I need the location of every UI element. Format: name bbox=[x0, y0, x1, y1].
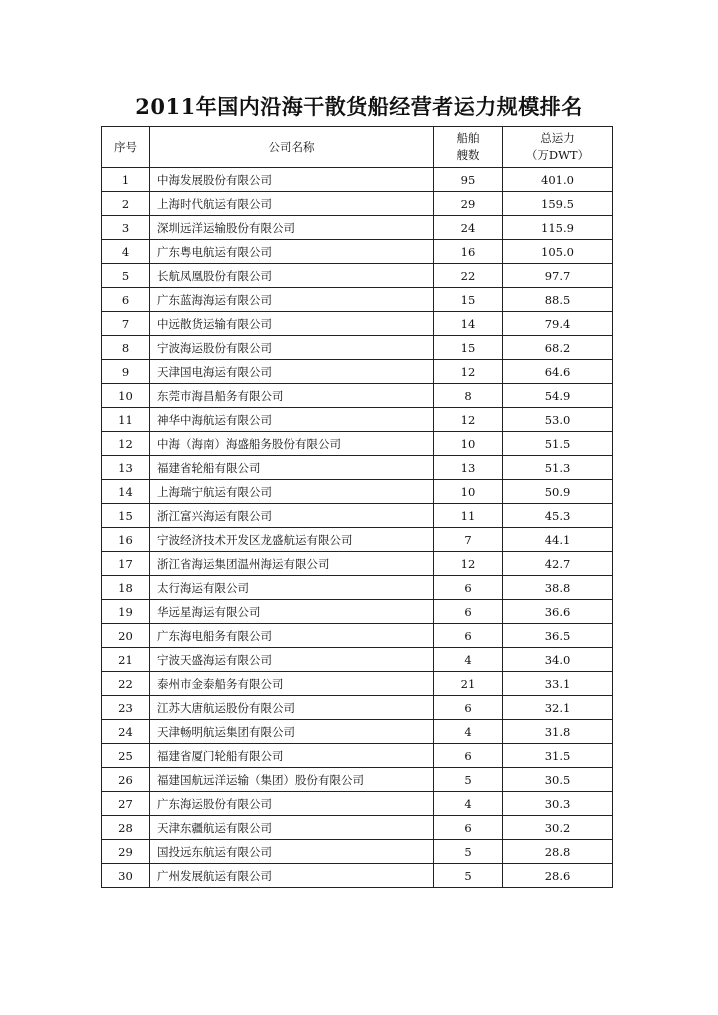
table-row bbox=[102, 264, 613, 288]
cell-ships: 16 bbox=[434, 240, 503, 264]
cell-capacity: 30.2 bbox=[503, 816, 613, 840]
table-row bbox=[102, 840, 613, 864]
cell-capacity: 30.3 bbox=[503, 792, 613, 816]
cell-company: 天津东疆航运有限公司 bbox=[150, 816, 434, 840]
cell-rank: 30 bbox=[102, 864, 150, 888]
cell-capacity: 28.8 bbox=[503, 840, 613, 864]
cell-ships: 6 bbox=[434, 624, 503, 648]
cell-ships: 6 bbox=[434, 696, 503, 720]
cell-company: 中海（海南）海盛船务股份有限公司 bbox=[150, 432, 434, 456]
cell-ships: 29 bbox=[434, 192, 503, 216]
cell-ships: 5 bbox=[434, 864, 503, 888]
table-row bbox=[102, 168, 613, 192]
cell-ships: 10 bbox=[434, 432, 503, 456]
cell-company: 深圳远洋运输股份有限公司 bbox=[150, 216, 434, 240]
table-row bbox=[102, 552, 613, 576]
cell-ships: 24 bbox=[434, 216, 503, 240]
table-row bbox=[102, 576, 613, 600]
cell-company: 广州发展航运有限公司 bbox=[150, 864, 434, 888]
cell-rank: 21 bbox=[102, 648, 150, 672]
table-row bbox=[102, 768, 613, 792]
cell-capacity: 53.0 bbox=[503, 408, 613, 432]
cell-capacity: 30.5 bbox=[503, 768, 613, 792]
cell-capacity: 33.1 bbox=[503, 672, 613, 696]
cell-rank: 8 bbox=[102, 336, 150, 360]
cell-company: 国投远东航运有限公司 bbox=[150, 840, 434, 864]
cell-ships: 5 bbox=[434, 840, 503, 864]
cell-company: 泰州市金泰船务有限公司 bbox=[150, 672, 434, 696]
table-row bbox=[102, 312, 613, 336]
cell-rank: 23 bbox=[102, 696, 150, 720]
table-row bbox=[102, 864, 613, 888]
table-row bbox=[102, 504, 613, 528]
cell-ships: 12 bbox=[434, 552, 503, 576]
table-row bbox=[102, 240, 613, 264]
cell-capacity: 45.3 bbox=[503, 504, 613, 528]
cell-rank: 29 bbox=[102, 840, 150, 864]
cell-company: 宁波天盛海运有限公司 bbox=[150, 648, 434, 672]
cell-rank: 19 bbox=[102, 600, 150, 624]
cell-rank: 14 bbox=[102, 480, 150, 504]
cell-ships: 14 bbox=[434, 312, 503, 336]
cell-capacity: 44.1 bbox=[503, 528, 613, 552]
cell-rank: 4 bbox=[102, 240, 150, 264]
table-row bbox=[102, 528, 613, 552]
cell-company: 长航凤凰股份有限公司 bbox=[150, 264, 434, 288]
cell-rank: 20 bbox=[102, 624, 150, 648]
cell-ships: 13 bbox=[434, 456, 503, 480]
table-row bbox=[102, 192, 613, 216]
cell-company: 宁波经济技术开发区龙盛航运有限公司 bbox=[150, 528, 434, 552]
cell-capacity: 115.9 bbox=[503, 216, 613, 240]
cell-capacity: 32.1 bbox=[503, 696, 613, 720]
table-row bbox=[102, 648, 613, 672]
cell-ships: 4 bbox=[434, 648, 503, 672]
cell-company: 福建省轮船有限公司 bbox=[150, 456, 434, 480]
table-row bbox=[102, 600, 613, 624]
cell-capacity: 36.5 bbox=[503, 624, 613, 648]
cell-capacity: 42.7 bbox=[503, 552, 613, 576]
ranking-table bbox=[101, 126, 613, 888]
cell-rank: 3 bbox=[102, 216, 150, 240]
cell-capacity: 36.6 bbox=[503, 600, 613, 624]
header-ships-line2: 艘数 bbox=[456, 148, 480, 162]
cell-capacity: 401.0 bbox=[503, 168, 613, 192]
cell-ships: 6 bbox=[434, 576, 503, 600]
cell-rank: 12 bbox=[102, 432, 150, 456]
cell-ships: 11 bbox=[434, 504, 503, 528]
cell-rank: 16 bbox=[102, 528, 150, 552]
cell-company: 广东蓝海海运有限公司 bbox=[150, 288, 434, 312]
table-header bbox=[102, 127, 613, 168]
cell-rank: 2 bbox=[102, 192, 150, 216]
cell-rank: 26 bbox=[102, 768, 150, 792]
cell-capacity: 159.5 bbox=[503, 192, 613, 216]
table-row bbox=[102, 216, 613, 240]
cell-ships: 4 bbox=[434, 792, 503, 816]
table-row bbox=[102, 672, 613, 696]
cell-capacity: 97.7 bbox=[503, 264, 613, 288]
cell-rank: 11 bbox=[102, 408, 150, 432]
cell-capacity: 34.0 bbox=[503, 648, 613, 672]
cell-capacity: 79.4 bbox=[503, 312, 613, 336]
header-capacity bbox=[503, 127, 613, 168]
cell-company: 江苏大唐航运股份有限公司 bbox=[150, 696, 434, 720]
header-capacity-line2: （万DWT） bbox=[525, 148, 590, 162]
cell-capacity: 31.8 bbox=[503, 720, 613, 744]
table-row bbox=[102, 456, 613, 480]
cell-company: 中海发展股份有限公司 bbox=[150, 168, 434, 192]
cell-company: 中远散货运输有限公司 bbox=[150, 312, 434, 336]
table-row bbox=[102, 480, 613, 504]
cell-company: 东莞市海昌船务有限公司 bbox=[150, 384, 434, 408]
cell-rank: 7 bbox=[102, 312, 150, 336]
cell-rank: 25 bbox=[102, 744, 150, 768]
cell-company: 宁波海运股份有限公司 bbox=[150, 336, 434, 360]
cell-ships: 10 bbox=[434, 480, 503, 504]
cell-capacity: 64.6 bbox=[503, 360, 613, 384]
header-capacity-line1: 总运力 bbox=[540, 131, 575, 145]
cell-rank: 22 bbox=[102, 672, 150, 696]
cell-capacity: 28.6 bbox=[503, 864, 613, 888]
cell-company: 上海时代航运有限公司 bbox=[150, 192, 434, 216]
cell-company: 天津国电海运有限公司 bbox=[150, 360, 434, 384]
cell-ships: 5 bbox=[434, 768, 503, 792]
cell-company: 浙江省海运集团温州海运有限公司 bbox=[150, 552, 434, 576]
cell-ships: 15 bbox=[434, 336, 503, 360]
header-ships bbox=[434, 127, 503, 168]
cell-ships: 95 bbox=[434, 168, 503, 192]
cell-rank: 5 bbox=[102, 264, 150, 288]
header-row bbox=[102, 127, 613, 168]
cell-rank: 27 bbox=[102, 792, 150, 816]
cell-rank: 6 bbox=[102, 288, 150, 312]
cell-company: 广东海电船务有限公司 bbox=[150, 624, 434, 648]
cell-ships: 22 bbox=[434, 264, 503, 288]
header-ships-line1: 船舶 bbox=[456, 131, 480, 145]
cell-company: 华远星海运有限公司 bbox=[150, 600, 434, 624]
cell-capacity: 54.9 bbox=[503, 384, 613, 408]
cell-ships: 8 bbox=[434, 384, 503, 408]
table-row bbox=[102, 360, 613, 384]
table-row bbox=[102, 696, 613, 720]
cell-ships: 15 bbox=[434, 288, 503, 312]
cell-company: 福建省厦门轮船有限公司 bbox=[150, 744, 434, 768]
table-row bbox=[102, 816, 613, 840]
cell-company: 太行海运有限公司 bbox=[150, 576, 434, 600]
cell-rank: 9 bbox=[102, 360, 150, 384]
cell-ships: 12 bbox=[434, 360, 503, 384]
table-row bbox=[102, 336, 613, 360]
table-body bbox=[102, 168, 613, 888]
cell-capacity: 31.5 bbox=[503, 744, 613, 768]
cell-capacity: 51.5 bbox=[503, 432, 613, 456]
cell-rank: 17 bbox=[102, 552, 150, 576]
cell-company: 天津畅明航运集团有限公司 bbox=[150, 720, 434, 744]
cell-ships: 12 bbox=[434, 408, 503, 432]
cell-company: 浙江富兴海运有限公司 bbox=[150, 504, 434, 528]
cell-rank: 28 bbox=[102, 816, 150, 840]
cell-rank: 15 bbox=[102, 504, 150, 528]
cell-ships: 21 bbox=[434, 672, 503, 696]
cell-company: 上海瑞宁航运有限公司 bbox=[150, 480, 434, 504]
page-title: 2011年国内沿海干散货船经营者运力规模排名 bbox=[135, 94, 583, 119]
cell-company: 福建国航远洋运输（集团）股份有限公司 bbox=[150, 768, 434, 792]
cell-rank: 1 bbox=[102, 168, 150, 192]
cell-company: 神华中海航运有限公司 bbox=[150, 408, 434, 432]
cell-capacity: 105.0 bbox=[503, 240, 613, 264]
cell-ships: 7 bbox=[434, 528, 503, 552]
cell-company: 广东海运股份有限公司 bbox=[150, 792, 434, 816]
cell-capacity: 68.2 bbox=[503, 336, 613, 360]
cell-capacity: 50.9 bbox=[503, 480, 613, 504]
table-row bbox=[102, 744, 613, 768]
cell-capacity: 88.5 bbox=[503, 288, 613, 312]
cell-rank: 24 bbox=[102, 720, 150, 744]
header-company: 公司名称 bbox=[150, 127, 434, 168]
table-row bbox=[102, 408, 613, 432]
cell-ships: 6 bbox=[434, 816, 503, 840]
cell-capacity: 51.3 bbox=[503, 456, 613, 480]
cell-ships: 4 bbox=[434, 720, 503, 744]
cell-rank: 18 bbox=[102, 576, 150, 600]
cell-capacity: 38.8 bbox=[503, 576, 613, 600]
header-index: 序号 bbox=[102, 127, 150, 168]
cell-rank: 10 bbox=[102, 384, 150, 408]
table-row bbox=[102, 384, 613, 408]
cell-rank: 13 bbox=[102, 456, 150, 480]
table-row bbox=[102, 432, 613, 456]
table-row bbox=[102, 624, 613, 648]
table-row bbox=[102, 792, 613, 816]
table-row bbox=[102, 288, 613, 312]
table-row bbox=[102, 720, 613, 744]
cell-ships: 6 bbox=[434, 600, 503, 624]
cell-ships: 6 bbox=[434, 744, 503, 768]
cell-company: 广东粤电航运有限公司 bbox=[150, 240, 434, 264]
